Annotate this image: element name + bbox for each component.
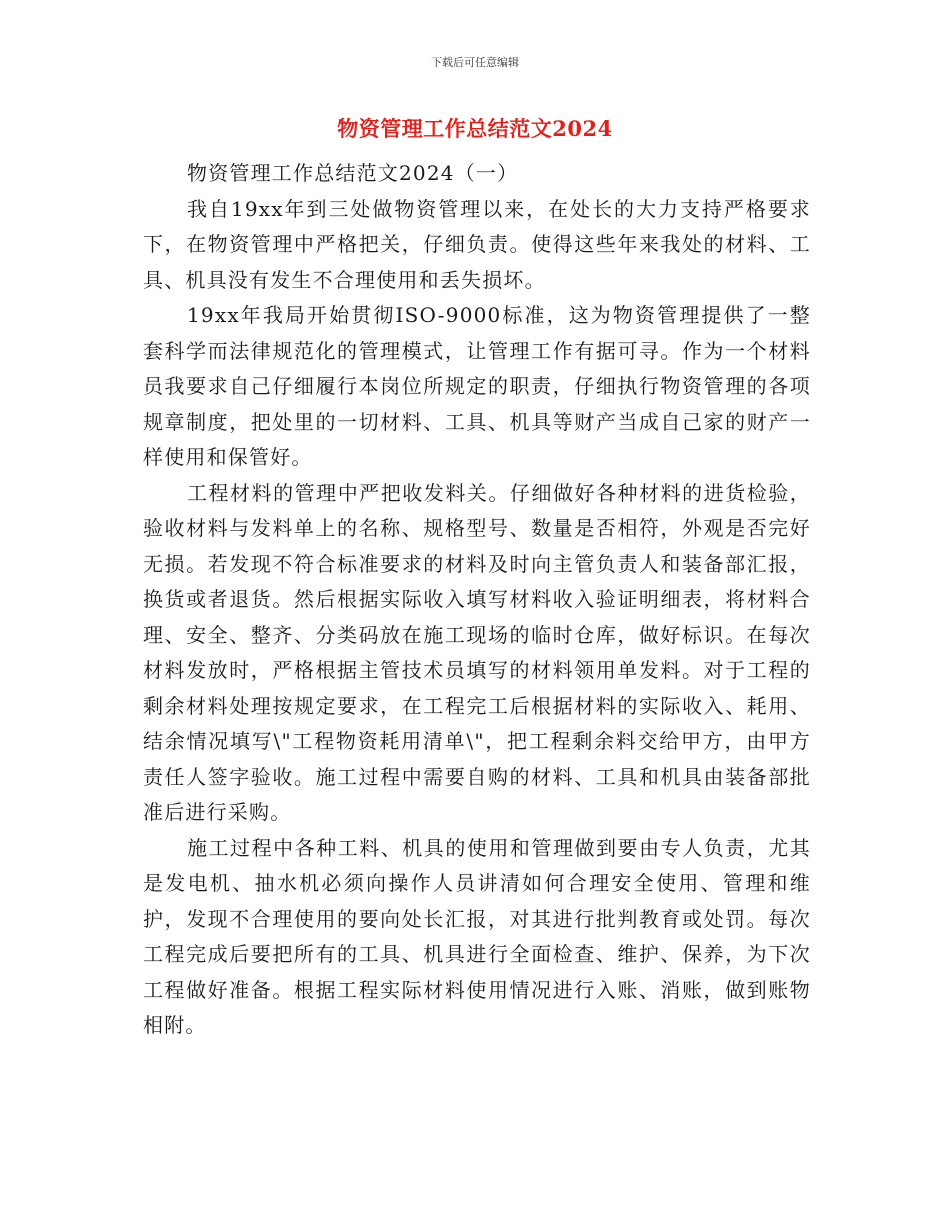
document-body bbox=[143, 156, 811, 1044]
document-title: 物资管理工作总结范文2024 bbox=[337, 116, 613, 141]
paragraph: 施工过程中各种工料、机具的使用和管理做到要由专人负责，尤其是发电机、抽水机必须向操作人员讲清如何合理安全使用、管理和维护，发现不合理使用的要向处长汇报，对其进行批判教育或处罚。每次工程完成后要把所有的工具、机具进行全面检查、维护、保养，为下次工程做好准备。根据工程实际材料使用情况进行入账、消账，做到账物相附。 bbox=[143, 835, 811, 1037]
paragraph: 工程材料的管理中严把收发料关。仔细做好各种材料的进货检验，验收材料与发料单上的名称、规格型号、数量是否相符，外观是否完好无损。若发现不符合标准要求的材料及时向主管负责人和装备部汇报，换货或者退货。然后根据实际收入填写材料收入验证明细表，将材料合理、安全、整齐、分类码放在施工现场的临时仓库，做好标识。在每次材料发放时，严格根据主管技术员填写的材料领用单发料。对于工程的剩余材料处理按规定要求，在工程完工后根据材料的实际收入、耗用、结余情况填写\"工程物资耗用清单\"，把工程剩余料交给甲方，由甲方责任人签字验收。施工过程中需要自购的材料、工具和机具由装备部批准后进行采购。 bbox=[143, 480, 811, 824]
paragraph: 19xx年我局开始贯彻ISO-9000标准，这为物资管理提供了一整套科学而法律规范化的管理模式，让管理工作有据可寻。作为一个材料员我要求自己仔细履行本岗位所规定的职责，仔细执行物资管理的各项规章制度，把处里的一切材料、工具、机具等财产当成自己家的财产一样使用和保管好。 bbox=[143, 303, 811, 469]
paragraph: 我自19xx年到三处做物资管理以来，在处长的大力支持严格要求下，在物资管理中严格把关，仔细负责。使得这些年来我处的材料、工具、机具没有发生不合理使用和丢失损坏。 bbox=[143, 196, 811, 292]
document-subtitle: 物资管理工作总结范文2024（一） bbox=[187, 161, 519, 185]
page-header-note: 下载后可任意编辑 bbox=[431, 56, 519, 69]
